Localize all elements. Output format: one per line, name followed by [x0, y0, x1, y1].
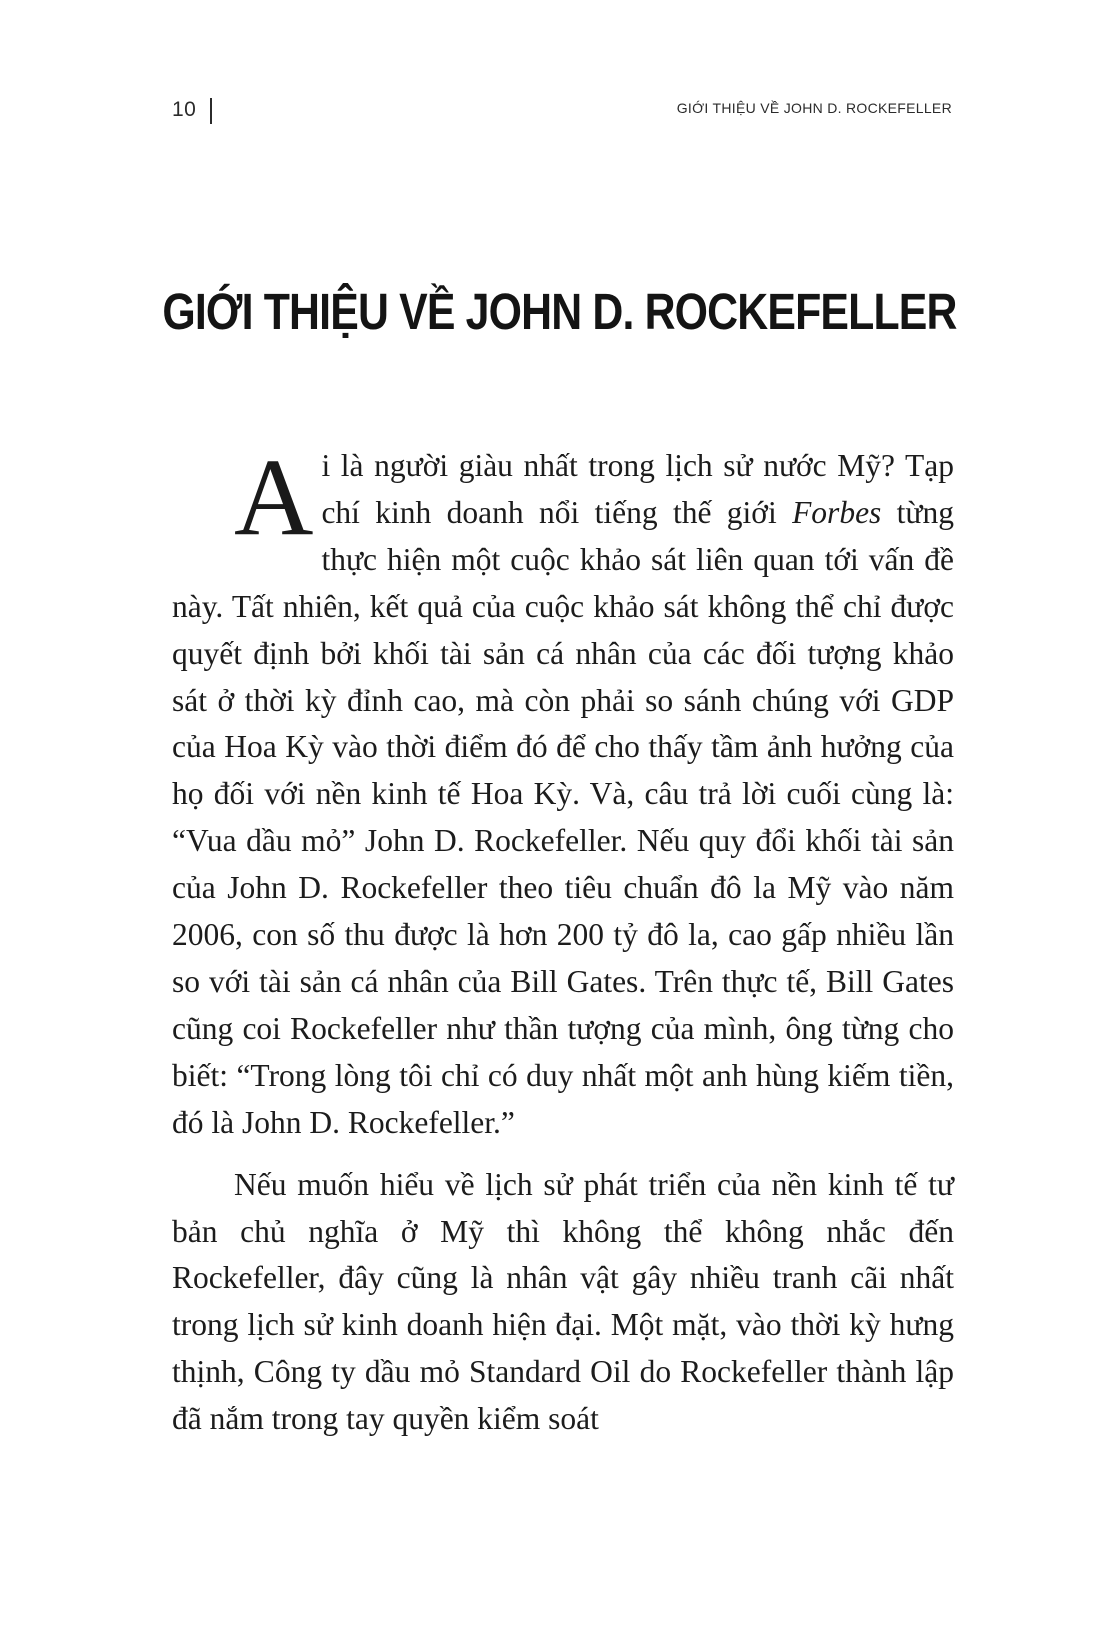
running-header	[172, 96, 952, 130]
paragraph	[172, 436, 954, 1147]
running-title: GIỚI THIỆU VỀ JOHN D. ROCKEFELLER	[676, 100, 952, 116]
header-divider	[210, 98, 212, 124]
chapter-title: GIỚI THIỆU VỀ JOHN D. ROCKEFELLER	[162, 283, 957, 341]
italic-publication-name: Forbes	[792, 494, 882, 530]
paragraph: Nếu muốn hiểu về lịch sử phát triển của nền kinh tế tư bản chủ nghĩa ở Mỹ thì không thể không nhắc đến Rockefeller, đây cũng là nhân vật gây nhiều tranh cãi nhất trong lịch sử kinh doanh hiện đại. Một mặt, vào thời kỳ hưng thịnh, Công ty dầu mỏ Standard Oil do Rockefeller thành lập đã nắm trong tay quyền kiểm soát	[172, 1166, 954, 1437]
body-text	[172, 436, 954, 1443]
paragraph-text: i là người giàu nhất trong lịch sử nước Mỹ? Tạp chí kinh doanh nổi tiếng thế giới	[321, 448, 954, 530]
drop-cap: A	[234, 436, 314, 558]
paragraph-text: từng thực hiện một cuộc khảo sát liên quan tới vấn đề này. Tất nhiên, kết quả của cuộc khảo sát không thể chỉ được quyết định bởi khối tài sản cá nhân của các đối tượng khảo sát ở thời kỳ đỉnh cao, mà còn phải so sánh chúng với GDP của Hoa Kỳ vào thời điểm đó để cho thấy tầm ảnh hưởng của họ đối với nền kinh tế Hoa Kỳ. Và, câu trả lời cuối cùng là: “Vua dầu mỏ” John D. Rockefeller. Nếu quy đổi khối tài sản của John D. Rockefeller theo tiêu chuẩn đô la Mỹ vào năm 2006, con số thu được là hơn 200 tỷ đô la, cao gấp nhiều lần so với tài sản cá nhân của Bill Gates. Trên thực tế, Bill Gates cũng coi Rockefeller như thần tượng của mình, ông từng cho biết: “Trong lòng tôi chỉ có duy nhất một anh hùng kiếm tiền, đó là John D. Rockefeller.”	[172, 494, 954, 1140]
page-number: 10	[172, 98, 197, 121]
